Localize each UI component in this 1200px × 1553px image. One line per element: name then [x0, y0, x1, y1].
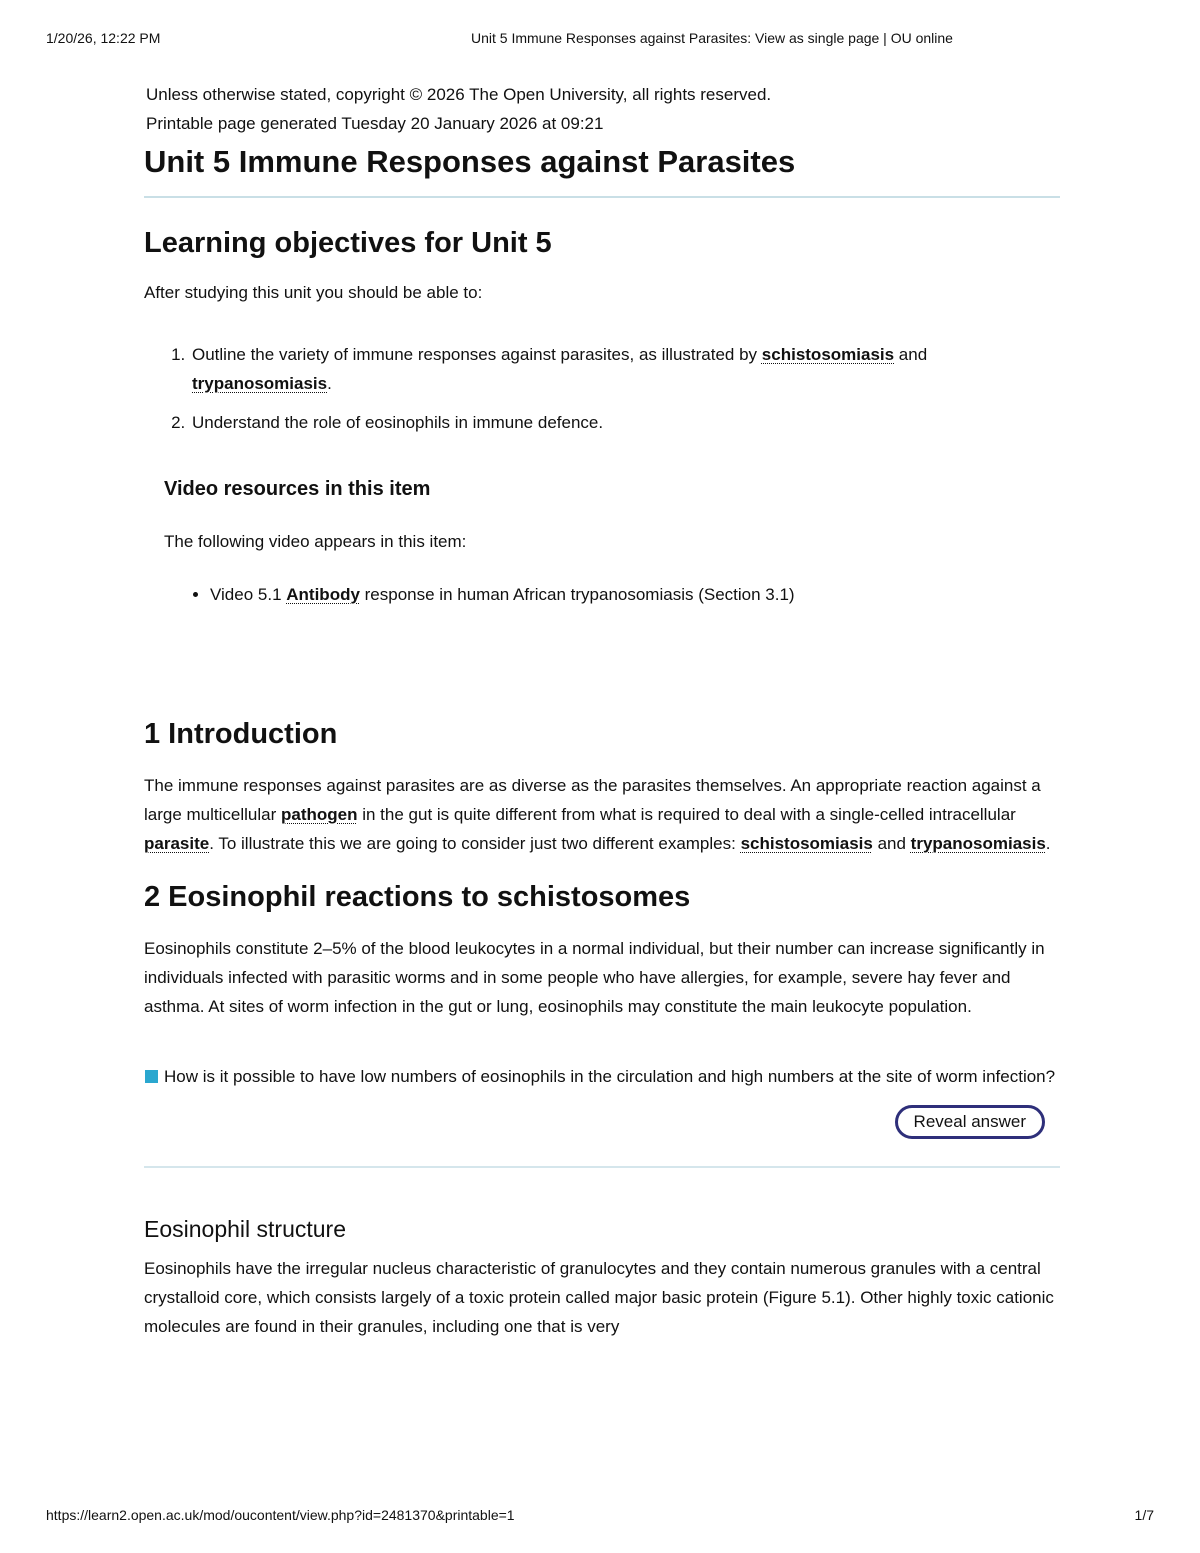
- eosinophil-structure-heading: Eosinophil structure: [144, 1216, 346, 1242]
- glossary-link-antibody[interactable]: Antibody: [286, 585, 360, 604]
- self-assessment-question: [144, 1062, 1060, 1091]
- page-content: [144, 80, 1060, 1341]
- page-number: 1/7: [1134, 1507, 1154, 1523]
- reveal-answer-button[interactable]: Reveal answer: [895, 1105, 1045, 1139]
- video-resources-box: [164, 475, 1060, 609]
- eosinophil-heading: 2 Eosinophil reactions to schistosomes: [144, 881, 691, 913]
- eosinophil-paragraph: Eosinophils constitute 2–5% of the blood leukocytes in a normal individual, but their number can increase significantly in individuals infected with parasitic worms and in some people who have allergies, for example, severe hay fever and asthma. At sites of worm infection in the gut or lung, eosinophils may constitute the main leukocyte population.: [144, 939, 1045, 1016]
- objective-item: [190, 340, 1060, 398]
- reveal-row: [144, 1105, 1060, 1145]
- section-divider: [144, 1166, 1060, 1168]
- objective-item: [190, 408, 1060, 437]
- video-resources-heading: Video resources in this item: [164, 478, 431, 500]
- section-eosinophil: [144, 878, 1060, 1341]
- glossary-link-schistosomiasis[interactable]: schistosomiasis: [740, 834, 873, 853]
- unit-title: Unit 5 Immune Responses against Parasites: [144, 142, 1060, 198]
- print-datetime: 1/20/26, 12:22 PM: [46, 30, 161, 46]
- print-url: https://learn2.open.ac.uk/mod/oucontent/view.php?id=2481370&printable=1: [46, 1507, 515, 1523]
- question-marker-icon: [145, 1070, 158, 1083]
- glossary-link-trypanosomiasis[interactable]: trypanosomiasis: [910, 834, 1046, 853]
- objective-text: Understand the role of eosinophils in immune defence.: [192, 413, 604, 432]
- video-list-item: [210, 580, 1060, 609]
- glossary-link-trypanosomiasis[interactable]: trypanosomiasis: [192, 374, 328, 393]
- copyright-notice: Unless otherwise stated, copyright © 2026 The Open University, all rights reserved.: [146, 85, 772, 104]
- objectives-list: [144, 340, 1060, 437]
- section-introduction: [144, 715, 1060, 858]
- print-footer: [46, 1507, 1154, 1527]
- eosinophil-structure-paragraph: Eosinophils have the irregular nucleus characteristic of granulocytes and they contain numerous granules with a central crystalloid core, which consists largely of a toxic protein called major basic protein (Figure 5.1). Other highly toxic cationic molecules are found in their granules, including one that is very: [144, 1259, 1054, 1336]
- generated-notice: Printable page generated Tuesday 20 January 2026 at 09:21: [146, 114, 604, 133]
- objective-text: .: [327, 374, 332, 393]
- print-header: [46, 30, 1154, 50]
- objective-text: and: [894, 345, 928, 364]
- video-description: response in human African trypanosomiasis (Section 3.1): [359, 585, 795, 604]
- objectives-heading: Learning objectives for Unit 5: [144, 227, 552, 259]
- glossary-link-schistosomiasis[interactable]: schistosomiasis: [761, 345, 895, 364]
- introduction-paragraph: The immune responses against parasites are as diverse as the parasites themselves. An appropriate reaction against a large multicellular pathogen in the gut is quite different from what is required to deal with a single-celled intracellular parasite. To illustrate this we are going to consider just two different examples: schistosomiasis and trypanosomiasis.: [144, 776, 1051, 853]
- glossary-link-pathogen[interactable]: pathogen: [281, 805, 358, 824]
- objectives-lead: After studying this unit you should be able to:: [144, 283, 483, 302]
- video-list: [164, 580, 1060, 609]
- video-label: Video 5.1: [210, 585, 287, 604]
- question-text: How is it possible to have low numbers of eosinophils in the circulation and high numbers at the site of worm infection?: [164, 1067, 1056, 1086]
- print-page-title: Unit 5 Immune Responses against Parasites: View as single page | OU online: [471, 30, 953, 46]
- introduction-heading: 1 Introduction: [144, 718, 338, 750]
- video-resources-lead: The following video appears in this item:: [164, 532, 467, 551]
- objective-text: Outline the variety of immune responses against parasites, as illustrated by: [192, 345, 762, 364]
- glossary-link-parasite[interactable]: parasite: [144, 834, 210, 853]
